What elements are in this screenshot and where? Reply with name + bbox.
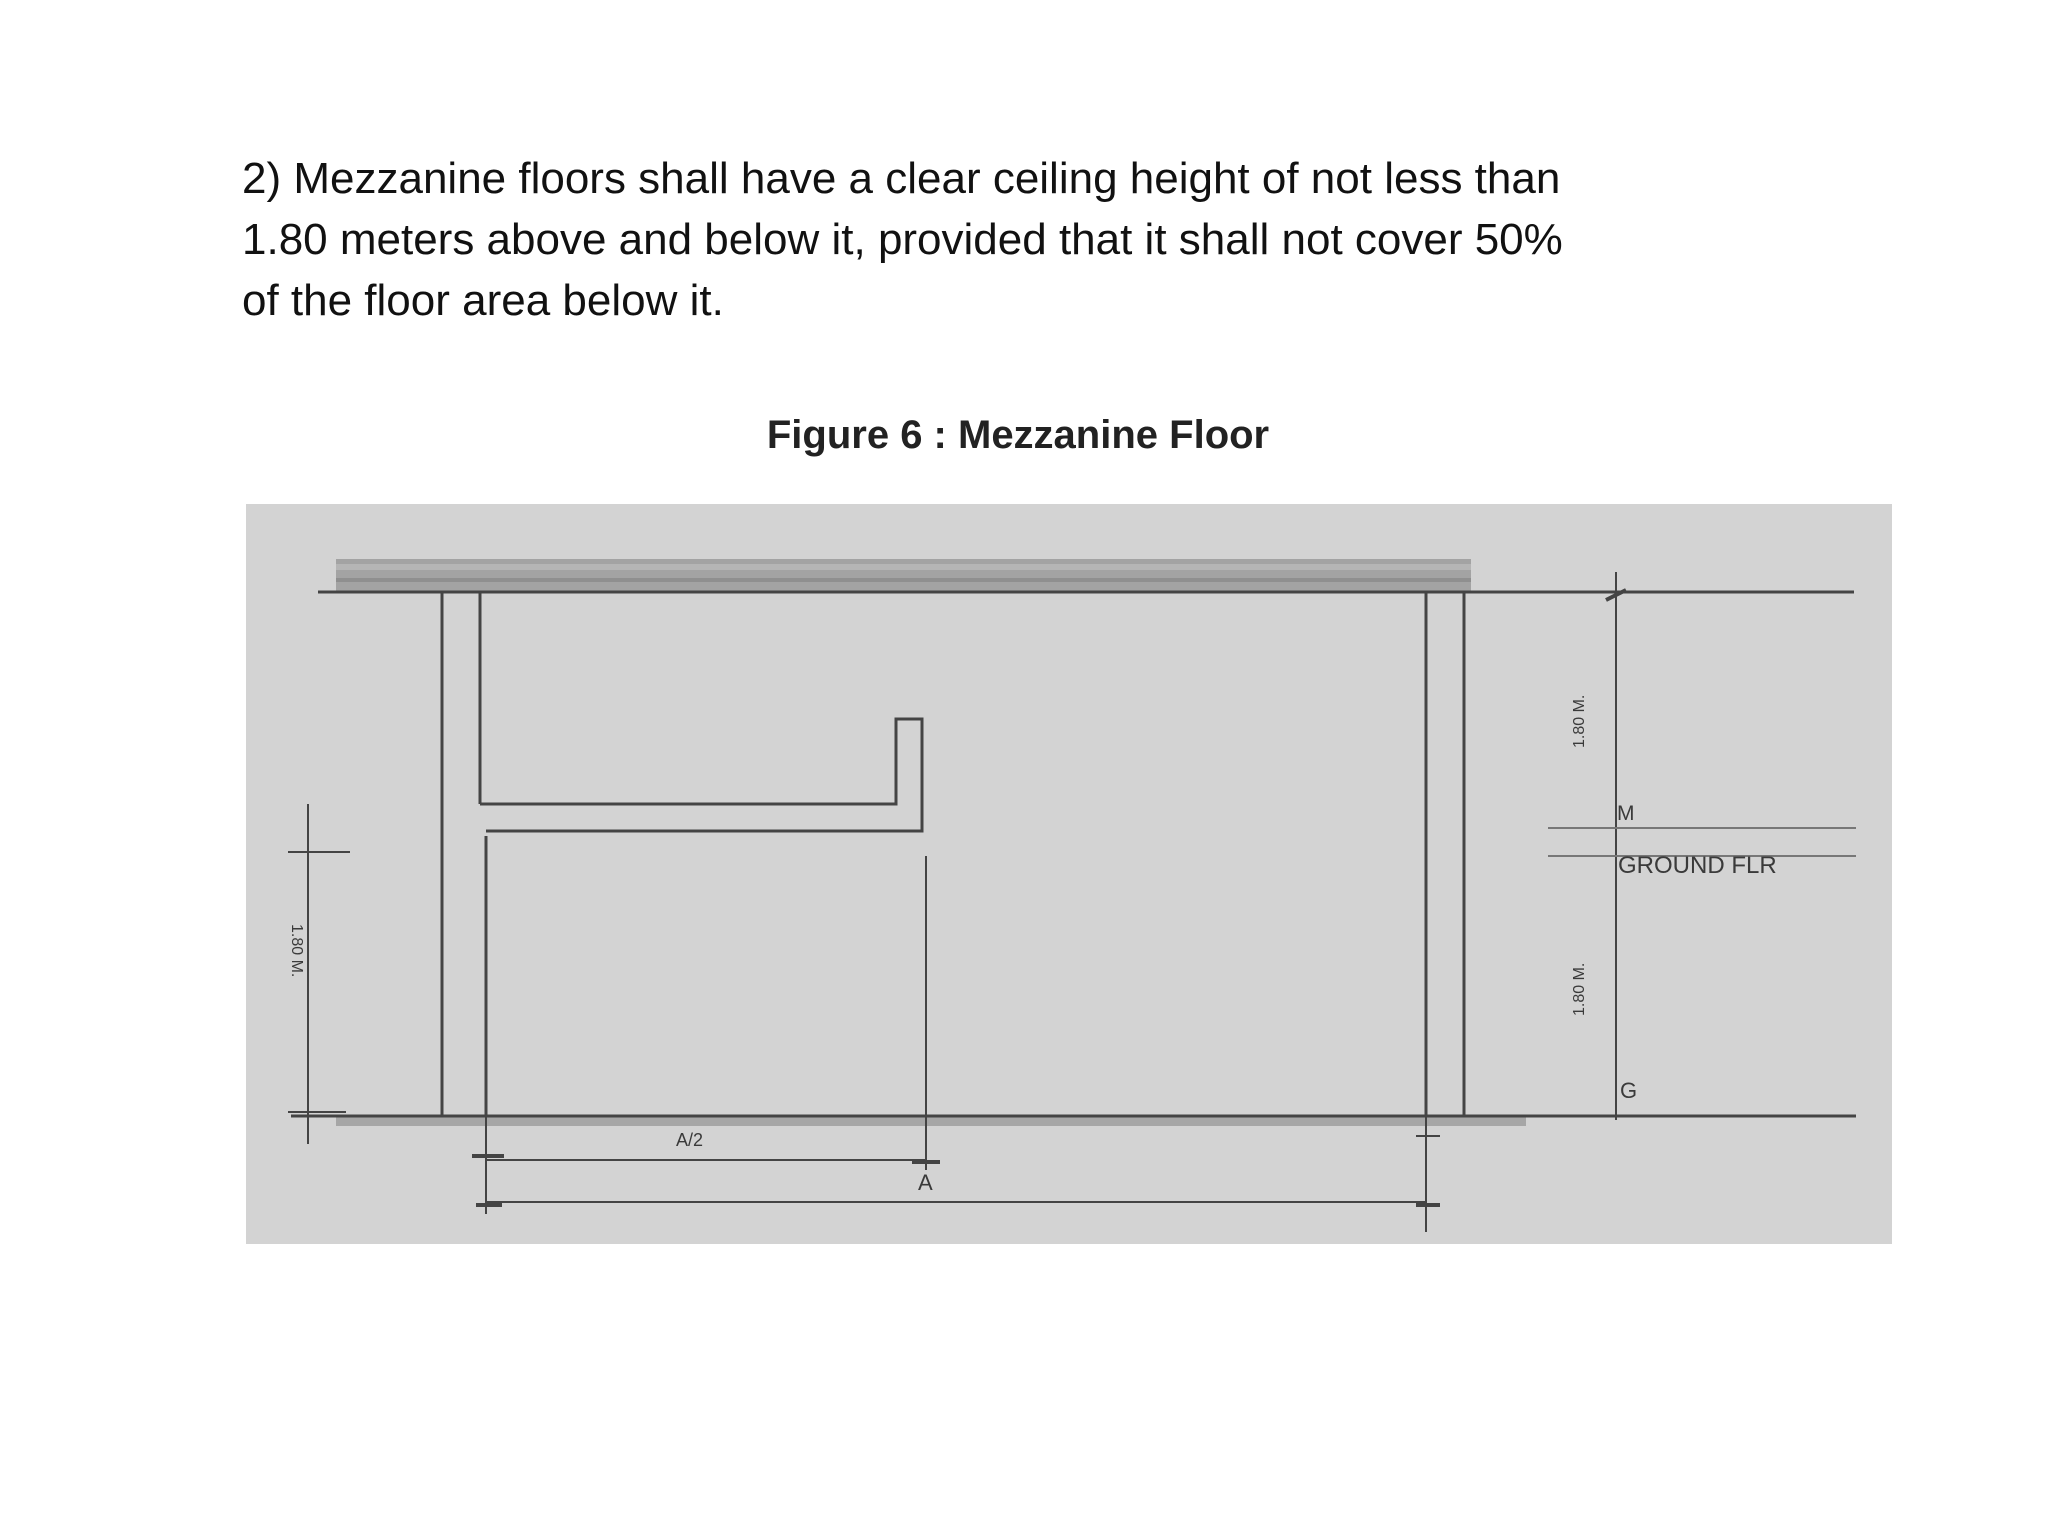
ceiling-slab-texture — [336, 564, 1471, 570]
right-height-upper-label: 1.80 M. — [1571, 694, 1588, 748]
paragraph-line-2: 1.80 meters above and below it, provided that it shall not cover 50% — [242, 215, 1563, 264]
ground-marker-label: G — [1620, 1078, 1638, 1103]
half-width-label: A/2 — [676, 1130, 704, 1150]
diagram-canvas — [246, 504, 1892, 1244]
mezzanine-slab — [480, 719, 922, 831]
mezzanine-marker-label: M — [1617, 802, 1635, 825]
ceiling-slab-texture-2 — [336, 578, 1471, 582]
full-width-label: A — [918, 1170, 933, 1195]
mezzanine-diagram — [246, 504, 1892, 1244]
paragraph-line-3: of the floor area below it. — [242, 276, 724, 325]
body-paragraph — [242, 148, 1802, 331]
figure-caption: Figure 6 : Mezzanine Floor — [766, 413, 1270, 457]
ceiling-slab — [336, 559, 1471, 592]
paragraph-line-1: 2) Mezzanine floors shall have a clear ceiling height of not less than — [242, 154, 1561, 203]
right-height-lower-label: 1.80 M. — [1571, 962, 1588, 1016]
left-height-label: 1.80 M. — [288, 924, 305, 978]
ground-floor-label: GROUND FLR — [1618, 852, 1777, 879]
